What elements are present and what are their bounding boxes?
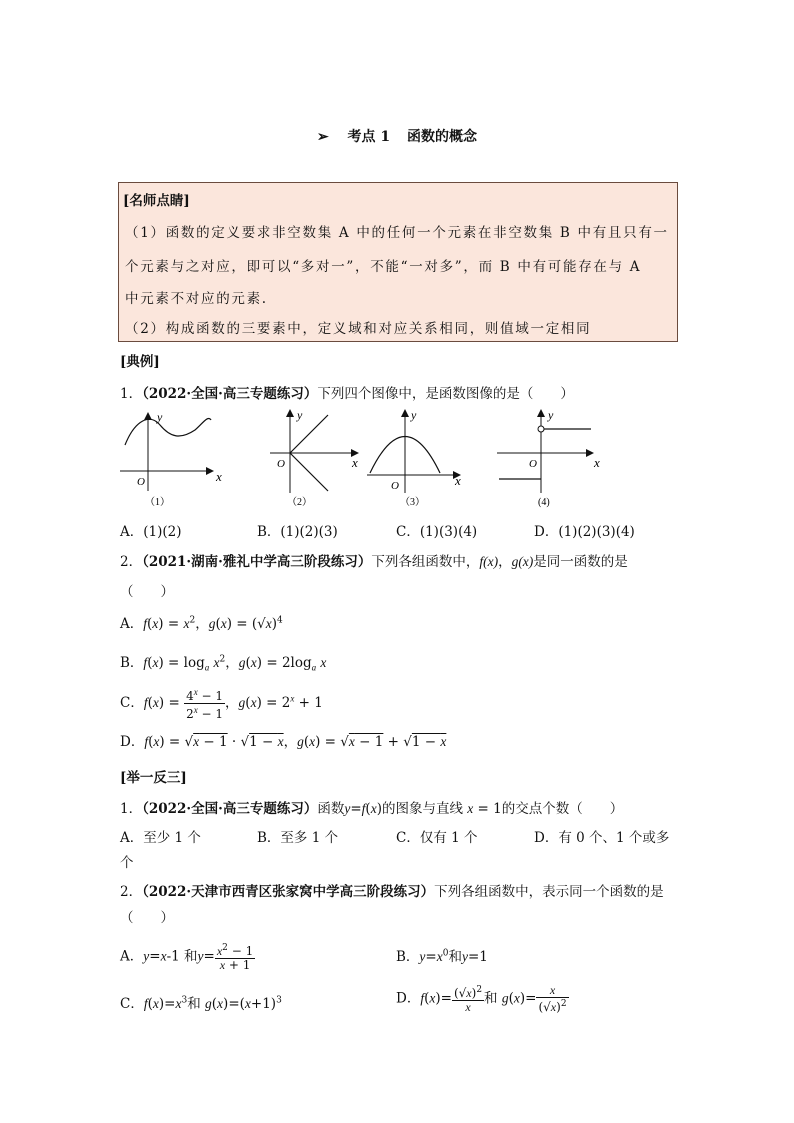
pr2-d-and: 和 [484, 990, 498, 1007]
g3-y-label: y [411, 408, 417, 422]
kaodian-label: 考点 1 [347, 129, 391, 145]
pr2-c-label: C． [120, 996, 144, 1012]
tips-heading: [名师点睛] [123, 193, 190, 209]
ex2-source: （2021·湖南·雅礼中学高三阶段练习） [142, 554, 372, 570]
g4-origin: O [529, 458, 537, 470]
pr1-option-d-wrap: 个 [120, 855, 134, 871]
pr2-source: （2022·天津市西青区张家窝中学高三阶段练习） [142, 884, 435, 900]
ex2-b-label: B． [120, 655, 144, 671]
pr2-d-label: D． [396, 990, 421, 1007]
pr1-option-a: A．至少 1 个 [120, 830, 201, 846]
ex2-c-label: C． [120, 695, 144, 711]
ex1-stem: 下列四个图像中，是函数图像的是（ ） [317, 386, 574, 402]
ex2-option-b: B．$f(x) = \log_a x^2$，$g(x) = 2\log_a$ x [120, 654, 327, 673]
pr1-option-b: B．至多 1 个 [257, 830, 339, 846]
g3-caption: （3） [400, 497, 425, 508]
pr2-option-d: D．f(x)= $\frac{(√x)^2}{x}$ 和 g(x)= $\frac{x}{(√x)^2}$ [396, 983, 567, 1014]
graph-3 [367, 408, 461, 508]
pr2-option-c: C．$f(x)=x^3$和 $g(x)=(x+1)^3$ [120, 995, 282, 1012]
pr2-a-label: A． [120, 948, 144, 965]
g3-origin: O [391, 480, 399, 492]
ex2-d-label: D． [120, 734, 145, 750]
example-heading: [典例] [120, 354, 160, 370]
tips-line-2: 个元素与之对应，即可以“多对一”，不能“一对多”，而 B 中有可能存在与 A [125, 259, 642, 275]
pr2-number: 2． [120, 884, 143, 900]
ex2-question: 2．（2021·湖南·雅礼中学高三阶段练习）下列各组函数中，f(x)，g(x)是同一函数的是 [120, 554, 628, 570]
ex2-stem-tail: 是同一函数的是 [533, 554, 628, 570]
ex2-paren: （ ） [120, 584, 174, 600]
ex2-option-d: D．f(x) = √x − 1 · √1 − x，g(x) = √x − 1 + √1 − x [120, 734, 447, 750]
ex2-stem: 下列各组函数中， [371, 554, 480, 570]
g1-y-label: y [157, 410, 163, 424]
pr2-a-and: 和 [184, 948, 198, 965]
tips-box [118, 182, 678, 342]
ex1-source: （2022·全国·高三专题练习） [142, 386, 318, 402]
pr1-stem-end: 的交点个数（ ） [501, 801, 624, 817]
tips-line-1: （1）函数的定义要求非空数集 A 中的任何一个元素在非空数集 B 中有且只有一 [125, 225, 669, 241]
ex1-option-d: D．(1)(2)(3)(4) [534, 524, 635, 540]
ex1-option-b: B．(1)(2)(3) [257, 524, 338, 540]
ex2-gx: g(x) [511, 554, 534, 569]
arrow-icon: ➢ [316, 129, 329, 145]
pr2-b-and: 和 [448, 949, 462, 965]
ex2-fx: f(x) [479, 554, 499, 569]
ex1-number: 1． [120, 386, 143, 402]
pr1-source: （2022·全国·高三专题练习） [142, 801, 318, 817]
graph-4 [497, 408, 600, 508]
ex2-number: 2． [120, 554, 143, 570]
g2-y-label: y [297, 408, 303, 422]
g2-origin: O [277, 458, 285, 470]
ex1-question [120, 382, 574, 402]
g4-x-label: x [594, 455, 600, 470]
g1-origin: O [137, 476, 145, 488]
g3-x-label: x [455, 473, 461, 488]
pr1-stem: 函数 [317, 801, 345, 817]
graph-2 [270, 408, 358, 508]
ex1-graphs [115, 405, 625, 510]
graph-1 [120, 410, 222, 508]
pr2-c-and: 和 [187, 996, 201, 1012]
g2-x-label: x [352, 455, 358, 470]
ex1-option-a: A．(1)(2) [120, 524, 182, 540]
ex2-option-a: A．$f(x) = x^2$，$g(x) = (√x)^4$ [120, 615, 283, 632]
pr1-option-c: C．仅有 1 个 [396, 830, 478, 846]
pr2-question [120, 880, 664, 900]
pr1-stem-tail: 的图象与直线 [381, 801, 463, 817]
practice-heading: [举一反三] [120, 770, 187, 786]
topic-label: 函数的概念 [407, 129, 478, 145]
pr2-option-b: B．$y=x^0$和y=1 [396, 948, 488, 965]
ex2-a-label: A． [120, 616, 144, 632]
g1-x-label: x [216, 469, 222, 484]
pr2-stem: 下列各组函数中，表示同一个函数的是 [434, 884, 664, 900]
pr1-number: 1． [120, 801, 143, 817]
ex2-option-c: C．f(x) = $\frac{4^x - 1}{2^x - 1}$ ，$g(x) = 2^x + 1$ [120, 687, 323, 721]
g1-caption: （1） [145, 497, 170, 508]
ex1-option-c: C．(1)(3)(4) [396, 524, 478, 540]
pr1-question: 1．（2022·全国·高三专题练习）函数y=f(x)的图象与直线 x = 1的交点个数（ ） [120, 801, 624, 817]
pr2-option-a: A．y=x-1 和y= $\frac{x^2 - 1}{x + 1}$ [120, 943, 254, 972]
pr2-b-label: B． [396, 949, 420, 965]
section-title [0, 126, 794, 146]
g2-caption: （2） [287, 497, 312, 508]
g4-caption: (4) [538, 497, 550, 508]
g4-y-label: y [548, 408, 554, 422]
tips-line-3: 中元素不对应的元素. [125, 291, 268, 307]
pr1-option-d: D．有 0 个、1 个或多 [534, 830, 670, 846]
tips-line-4: （2）构成函数的三要素中，定义域和对应关系相同，则值域一定相同 [125, 321, 592, 337]
pr2-paren: （ ） [120, 910, 174, 926]
